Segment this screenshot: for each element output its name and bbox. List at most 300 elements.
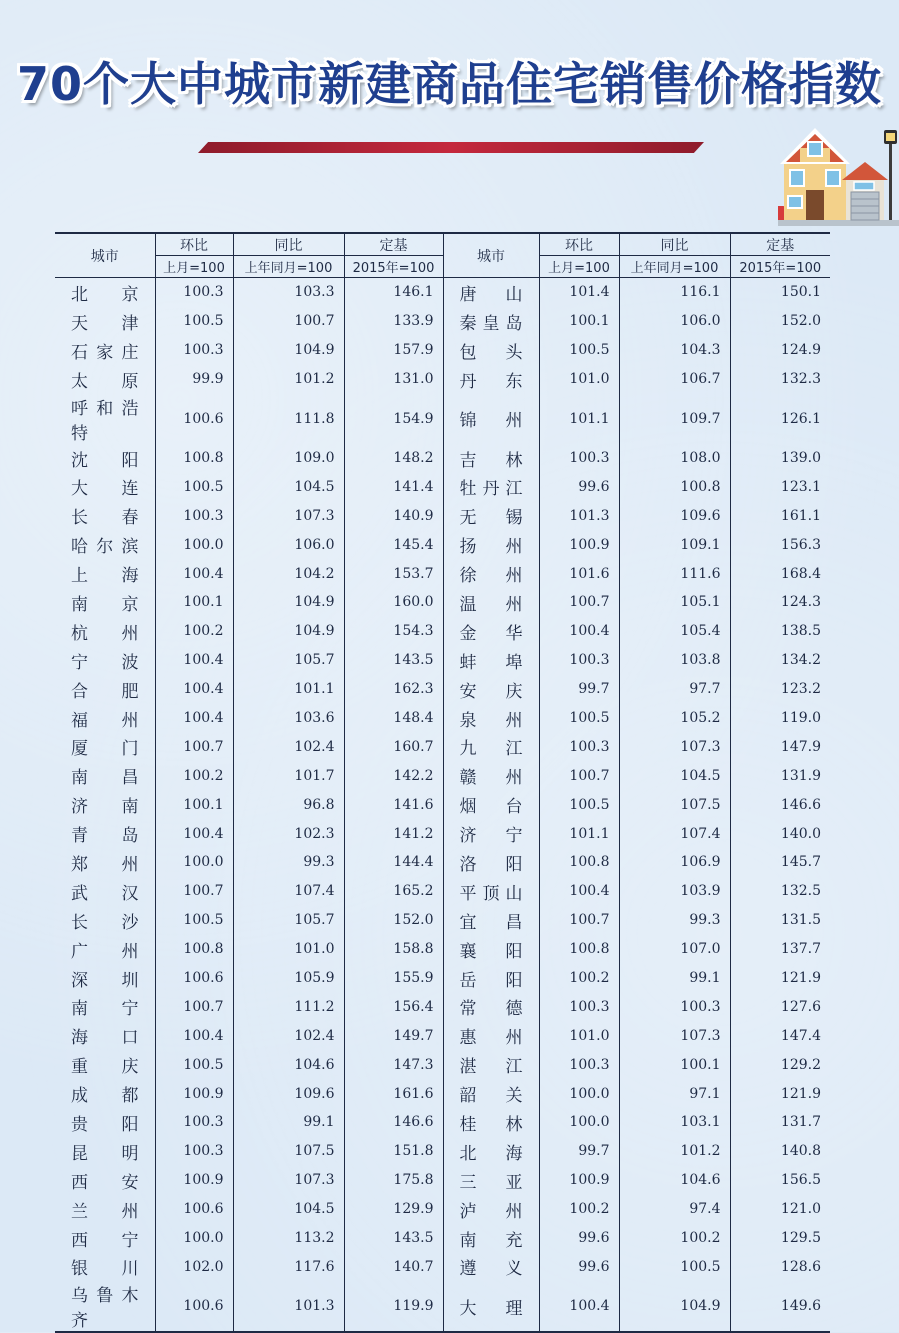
right-city-cell: 唐山 <box>443 278 539 307</box>
left-base-cell: 129.9 <box>344 1195 443 1224</box>
table-row <box>55 1281 830 1332</box>
right-base-cell: 152.0 <box>730 307 830 336</box>
right-mom-cell: 100.4 <box>539 1281 619 1332</box>
left-city-cell: 大连 <box>71 479 139 500</box>
right-yoy-cell: 105.1 <box>619 588 730 617</box>
left-base-cell: 160.7 <box>344 732 443 761</box>
right-yoy-cell: 107.3 <box>619 1021 730 1050</box>
table-row <box>55 307 830 336</box>
table-body <box>55 278 830 1333</box>
right-base-cell: 146.6 <box>730 790 830 819</box>
right-yoy-cell: 103.9 <box>619 877 730 906</box>
right-mom-cell: 100.4 <box>539 877 619 906</box>
right-base-cell: 161.1 <box>730 501 830 530</box>
subheader-yoy-2: 上年同月=100 <box>619 256 730 278</box>
left-city-cell: 合肥 <box>71 681 139 702</box>
right-base-cell: 124.9 <box>730 336 830 365</box>
left-city-cell: 福州 <box>71 710 139 731</box>
left-mom-cell: 100.3 <box>155 1137 233 1166</box>
table-row <box>55 1021 830 1050</box>
header-yoy-2: 同比 <box>619 233 730 256</box>
right-base-cell: 123.1 <box>730 472 830 501</box>
table-row <box>55 935 830 964</box>
left-mom-cell: 100.4 <box>155 1021 233 1050</box>
right-base-cell: 129.5 <box>730 1224 830 1253</box>
left-base-cell: 156.4 <box>344 992 443 1021</box>
right-mom-cell: 101.0 <box>539 1021 619 1050</box>
left-mom-cell: 100.5 <box>155 472 233 501</box>
right-mom-cell: 100.9 <box>539 1166 619 1195</box>
right-yoy-cell: 100.8 <box>619 472 730 501</box>
table-row <box>55 1195 830 1224</box>
right-mom-cell: 100.7 <box>539 588 619 617</box>
subheader-base: 2015年=100 <box>344 256 443 278</box>
right-mom-cell: 100.3 <box>539 732 619 761</box>
table-row <box>55 790 830 819</box>
right-yoy-cell: 108.0 <box>619 444 730 473</box>
left-mom-cell: 100.4 <box>155 819 233 848</box>
right-yoy-cell: 100.1 <box>619 1050 730 1079</box>
right-city-cell: 岳阳 <box>443 964 539 993</box>
subheader-mom: 上月=100 <box>155 256 233 278</box>
right-base-cell: 156.5 <box>730 1166 830 1195</box>
table-row <box>55 819 830 848</box>
left-yoy-cell: 104.5 <box>233 472 344 501</box>
right-city-cell: 吉林 <box>443 444 539 473</box>
right-base-cell: 127.6 <box>730 992 830 1021</box>
right-mom-cell: 100.4 <box>539 617 619 646</box>
left-mom-cell: 100.3 <box>155 501 233 530</box>
left-city-cell: 海口 <box>71 1028 139 1049</box>
right-base-cell: 145.7 <box>730 848 830 877</box>
table-row <box>55 588 830 617</box>
table-row <box>55 472 830 501</box>
right-yoy-cell: 105.4 <box>619 617 730 646</box>
left-yoy-cell: 106.0 <box>233 530 344 559</box>
left-base-cell: 152.0 <box>344 906 443 935</box>
right-mom-cell: 100.1 <box>539 307 619 336</box>
right-city-cell: 徐州 <box>443 559 539 588</box>
right-city-cell: 蚌埠 <box>443 646 539 675</box>
left-base-cell: 165.2 <box>344 877 443 906</box>
table-row <box>55 906 830 935</box>
right-city-cell: 包头 <box>443 336 539 365</box>
left-city-cell: 广州 <box>71 941 139 962</box>
table-row <box>55 1137 830 1166</box>
left-mom-cell: 100.2 <box>155 761 233 790</box>
right-base-cell: 123.2 <box>730 675 830 704</box>
right-yoy-cell: 100.2 <box>619 1224 730 1253</box>
left-base-cell: 162.3 <box>344 675 443 704</box>
left-mom-cell: 100.7 <box>155 992 233 1021</box>
left-mom-cell: 100.3 <box>155 278 233 307</box>
right-yoy-cell: 103.1 <box>619 1108 730 1137</box>
right-mom-cell: 101.6 <box>539 559 619 588</box>
left-yoy-cell: 100.7 <box>233 307 344 336</box>
right-base-cell: 126.1 <box>730 394 830 444</box>
subheader-base-2: 2015年=100 <box>730 256 830 278</box>
right-mom-cell: 100.9 <box>539 530 619 559</box>
right-city-cell: 洛阳 <box>443 848 539 877</box>
right-base-cell: 124.3 <box>730 588 830 617</box>
right-yoy-cell: 106.7 <box>619 365 730 394</box>
left-yoy-cell: 109.6 <box>233 1079 344 1108</box>
right-base-cell: 156.3 <box>730 530 830 559</box>
left-mom-cell: 100.9 <box>155 1079 233 1108</box>
left-city-cell: 昆明 <box>71 1143 139 1164</box>
left-mom-cell: 100.8 <box>155 935 233 964</box>
right-yoy-cell: 104.3 <box>619 336 730 365</box>
right-mom-cell: 100.5 <box>539 790 619 819</box>
left-base-cell: 160.0 <box>344 588 443 617</box>
left-yoy-cell: 101.2 <box>233 365 344 394</box>
table-row <box>55 617 830 646</box>
left-base-cell: 149.7 <box>344 1021 443 1050</box>
right-mom-cell: 100.0 <box>539 1108 619 1137</box>
right-base-cell: 132.5 <box>730 877 830 906</box>
left-mom-cell: 100.9 <box>155 1166 233 1195</box>
left-base-cell: 161.6 <box>344 1079 443 1108</box>
left-yoy-cell: 104.9 <box>233 588 344 617</box>
right-city-cell: 湛江 <box>443 1050 539 1079</box>
left-yoy-cell: 101.0 <box>233 935 344 964</box>
left-mom-cell: 100.4 <box>155 559 233 588</box>
left-city-cell: 南宁 <box>71 999 139 1020</box>
right-mom-cell: 101.3 <box>539 501 619 530</box>
right-mom-cell: 99.6 <box>539 472 619 501</box>
left-mom-cell: 100.3 <box>155 336 233 365</box>
right-base-cell: 149.6 <box>730 1281 830 1332</box>
left-yoy-cell: 105.7 <box>233 646 344 675</box>
left-city-cell: 深圳 <box>71 970 139 991</box>
right-mom-cell: 100.5 <box>539 336 619 365</box>
right-yoy-cell: 97.7 <box>619 675 730 704</box>
table-row <box>55 1224 830 1253</box>
left-city-cell: 重庆 <box>71 1057 139 1078</box>
table-row <box>55 732 830 761</box>
right-base-cell: 140.0 <box>730 819 830 848</box>
left-city-cell: 郑州 <box>71 854 139 875</box>
left-yoy-cell: 105.9 <box>233 964 344 993</box>
right-mom-cell: 101.0 <box>539 365 619 394</box>
right-yoy-cell: 100.3 <box>619 992 730 1021</box>
right-base-cell: 131.7 <box>730 1108 830 1137</box>
left-city-cell: 兰州 <box>71 1201 139 1222</box>
right-yoy-cell: 104.9 <box>619 1281 730 1332</box>
left-mom-cell: 102.0 <box>155 1253 233 1282</box>
table-row <box>55 559 830 588</box>
left-mom-cell: 100.2 <box>155 617 233 646</box>
left-city-cell: 长春 <box>71 508 139 529</box>
left-base-cell: 151.8 <box>344 1137 443 1166</box>
table-row <box>55 761 830 790</box>
left-base-cell: 140.7 <box>344 1253 443 1282</box>
left-base-cell: 141.2 <box>344 819 443 848</box>
right-city-cell: 扬州 <box>443 530 539 559</box>
right-city-cell: 惠州 <box>443 1021 539 1050</box>
right-base-cell: 138.5 <box>730 617 830 646</box>
right-mom-cell: 100.3 <box>539 1050 619 1079</box>
table-header-row <box>55 233 830 256</box>
left-mom-cell: 100.6 <box>155 1195 233 1224</box>
right-city-cell: 无锡 <box>443 501 539 530</box>
left-mom-cell: 100.4 <box>155 704 233 733</box>
left-yoy-cell: 117.6 <box>233 1253 344 1282</box>
right-mom-cell: 100.2 <box>539 964 619 993</box>
left-mom-cell: 100.1 <box>155 790 233 819</box>
right-base-cell: 121.0 <box>730 1195 830 1224</box>
right-city-cell: 常德 <box>443 992 539 1021</box>
right-base-cell: 132.3 <box>730 365 830 394</box>
left-base-cell: 146.6 <box>344 1108 443 1137</box>
left-base-cell: 157.9 <box>344 336 443 365</box>
left-yoy-cell: 104.9 <box>233 336 344 365</box>
right-city-cell: 牡丹江 <box>443 472 539 501</box>
table-row <box>55 704 830 733</box>
left-city-cell: 银川 <box>71 1259 139 1280</box>
right-base-cell: 121.9 <box>730 1079 830 1108</box>
right-mom-cell: 100.7 <box>539 906 619 935</box>
left-yoy-cell: 102.4 <box>233 732 344 761</box>
price-index-table <box>55 232 830 1333</box>
left-city-cell: 西宁 <box>71 1230 139 1251</box>
left-yoy-cell: 109.0 <box>233 444 344 473</box>
right-city-cell: 九江 <box>443 732 539 761</box>
right-mom-cell: 99.6 <box>539 1224 619 1253</box>
left-yoy-cell: 104.5 <box>233 1195 344 1224</box>
left-mom-cell: 100.7 <box>155 732 233 761</box>
right-city-cell: 秦皇岛 <box>443 307 539 336</box>
left-yoy-cell: 99.3 <box>233 848 344 877</box>
left-city-cell: 杭州 <box>71 623 139 644</box>
left-mom-cell: 99.9 <box>155 365 233 394</box>
left-city-cell: 上海 <box>71 566 139 587</box>
left-base-cell: 154.9 <box>344 394 443 444</box>
right-city-cell: 大理 <box>443 1281 539 1332</box>
left-city-cell: 呼和浩特 <box>71 398 139 444</box>
left-yoy-cell: 101.3 <box>233 1281 344 1332</box>
left-city-cell: 乌鲁木齐 <box>55 1281 155 1332</box>
left-mom-cell: 100.4 <box>155 646 233 675</box>
right-mom-cell: 99.6 <box>539 1253 619 1282</box>
left-base-cell: 142.2 <box>344 761 443 790</box>
right-yoy-cell: 107.0 <box>619 935 730 964</box>
table-row <box>55 1050 830 1079</box>
table-row <box>55 501 830 530</box>
right-yoy-cell: 99.3 <box>619 906 730 935</box>
left-base-cell: 143.5 <box>344 1224 443 1253</box>
right-yoy-cell: 99.1 <box>619 964 730 993</box>
subheader-yoy: 上年同月=100 <box>233 256 344 278</box>
left-mom-cell: 100.0 <box>155 848 233 877</box>
right-yoy-cell: 103.8 <box>619 646 730 675</box>
left-base-cell: 145.4 <box>344 530 443 559</box>
house-illustration-icon <box>778 122 899 226</box>
table-row <box>55 646 830 675</box>
right-base-cell: 150.1 <box>730 278 830 307</box>
right-base-cell: 119.0 <box>730 704 830 733</box>
right-base-cell: 128.6 <box>730 1253 830 1282</box>
left-city-cell: 石家庄 <box>71 342 139 363</box>
right-yoy-cell: 101.2 <box>619 1137 730 1166</box>
right-city-cell: 北海 <box>443 1137 539 1166</box>
right-base-cell: 121.9 <box>730 964 830 993</box>
right-mom-cell: 101.4 <box>539 278 619 307</box>
right-mom-cell: 100.8 <box>539 848 619 877</box>
right-base-cell: 131.9 <box>730 761 830 790</box>
left-mom-cell: 100.7 <box>155 877 233 906</box>
left-yoy-cell: 107.5 <box>233 1137 344 1166</box>
left-base-cell: 141.6 <box>344 790 443 819</box>
header-mom: 环比 <box>155 233 233 256</box>
right-city-cell: 南充 <box>443 1224 539 1253</box>
left-yoy-cell: 101.7 <box>233 761 344 790</box>
left-city-cell: 青岛 <box>71 826 139 847</box>
left-mom-cell: 100.5 <box>155 906 233 935</box>
table-row <box>55 394 830 444</box>
right-city-cell: 遵义 <box>443 1253 539 1282</box>
left-yoy-cell: 107.4 <box>233 877 344 906</box>
right-city-cell: 宜昌 <box>443 906 539 935</box>
right-base-cell: 137.7 <box>730 935 830 964</box>
table-row <box>55 444 830 473</box>
right-yoy-cell: 97.1 <box>619 1079 730 1108</box>
header-base: 定基 <box>344 233 443 256</box>
left-mom-cell: 100.8 <box>155 444 233 473</box>
left-mom-cell: 100.6 <box>155 964 233 993</box>
left-city-cell: 北京 <box>71 284 139 305</box>
right-mom-cell: 99.7 <box>539 1137 619 1166</box>
right-city-cell: 济宁 <box>443 819 539 848</box>
right-mom-cell: 100.3 <box>539 444 619 473</box>
left-yoy-cell: 104.9 <box>233 617 344 646</box>
right-city-cell: 泸州 <box>443 1195 539 1224</box>
left-base-cell: 175.8 <box>344 1166 443 1195</box>
left-base-cell: 146.1 <box>344 278 443 307</box>
left-base-cell: 147.3 <box>344 1050 443 1079</box>
right-yoy-cell: 104.6 <box>619 1166 730 1195</box>
right-yoy-cell: 109.1 <box>619 530 730 559</box>
right-yoy-cell: 111.6 <box>619 559 730 588</box>
table-row <box>55 1079 830 1108</box>
left-mom-cell: 100.0 <box>155 530 233 559</box>
left-yoy-cell: 111.2 <box>233 992 344 1021</box>
table-row <box>55 365 830 394</box>
left-base-cell: 144.4 <box>344 848 443 877</box>
right-city-cell: 温州 <box>443 588 539 617</box>
right-city-cell: 锦州 <box>443 394 539 444</box>
right-base-cell: 147.9 <box>730 732 830 761</box>
left-city-cell: 南昌 <box>71 768 139 789</box>
left-mom-cell: 100.3 <box>155 1108 233 1137</box>
table-row <box>55 675 830 704</box>
right-yoy-cell: 107.4 <box>619 819 730 848</box>
left-yoy-cell: 113.2 <box>233 1224 344 1253</box>
table-row <box>55 278 830 307</box>
left-yoy-cell: 111.8 <box>233 394 344 444</box>
table-row <box>55 992 830 1021</box>
left-base-cell: 158.8 <box>344 935 443 964</box>
left-base-cell: 119.9 <box>344 1281 443 1332</box>
right-base-cell: 131.5 <box>730 906 830 935</box>
table-row <box>55 877 830 906</box>
right-city-cell: 平顶山 <box>443 877 539 906</box>
left-city-cell: 厦门 <box>71 739 139 760</box>
left-mom-cell: 100.1 <box>155 588 233 617</box>
left-mom-cell: 100.5 <box>155 307 233 336</box>
left-yoy-cell: 104.6 <box>233 1050 344 1079</box>
right-yoy-cell: 106.9 <box>619 848 730 877</box>
right-base-cell: 134.2 <box>730 646 830 675</box>
right-city-cell: 赣州 <box>443 761 539 790</box>
left-yoy-cell: 103.6 <box>233 704 344 733</box>
right-city-cell: 金华 <box>443 617 539 646</box>
left-yoy-cell: 103.3 <box>233 278 344 307</box>
left-mom-cell: 100.6 <box>155 1281 233 1332</box>
right-base-cell: 129.2 <box>730 1050 830 1079</box>
right-base-cell: 168.4 <box>730 559 830 588</box>
subheader-mom-2: 上月=100 <box>539 256 619 278</box>
left-yoy-cell: 107.3 <box>233 1166 344 1195</box>
right-yoy-cell: 104.5 <box>619 761 730 790</box>
left-yoy-cell: 102.4 <box>233 1021 344 1050</box>
left-city-cell: 太原 <box>71 371 139 392</box>
right-yoy-cell: 107.3 <box>619 732 730 761</box>
right-yoy-cell: 116.1 <box>619 278 730 307</box>
right-mom-cell: 100.2 <box>539 1195 619 1224</box>
table-row <box>55 1108 830 1137</box>
left-base-cell: 143.5 <box>344 646 443 675</box>
left-city-cell: 济南 <box>71 797 139 818</box>
right-yoy-cell: 97.4 <box>619 1195 730 1224</box>
right-mom-cell: 101.1 <box>539 819 619 848</box>
left-yoy-cell: 107.3 <box>233 501 344 530</box>
left-city-cell: 沈阳 <box>71 450 139 471</box>
right-mom-cell: 100.0 <box>539 1079 619 1108</box>
left-mom-cell: 100.5 <box>155 1050 233 1079</box>
right-mom-cell: 99.7 <box>539 675 619 704</box>
right-base-cell: 147.4 <box>730 1021 830 1050</box>
right-city-cell: 丹东 <box>443 365 539 394</box>
left-yoy-cell: 104.2 <box>233 559 344 588</box>
left-mom-cell: 100.4 <box>155 675 233 704</box>
left-base-cell: 131.0 <box>344 365 443 394</box>
left-mom-cell: 100.0 <box>155 1224 233 1253</box>
header-yoy: 同比 <box>233 233 344 256</box>
right-yoy-cell: 107.5 <box>619 790 730 819</box>
right-mom-cell: 100.7 <box>539 761 619 790</box>
right-city-cell: 安庆 <box>443 675 539 704</box>
right-city-cell: 襄阳 <box>443 935 539 964</box>
right-yoy-cell: 100.5 <box>619 1253 730 1282</box>
left-city-cell: 宁波 <box>71 652 139 673</box>
right-city-cell: 三亚 <box>443 1166 539 1195</box>
right-city-cell: 桂林 <box>443 1108 539 1137</box>
right-yoy-cell: 109.6 <box>619 501 730 530</box>
left-city-cell: 长沙 <box>71 912 139 933</box>
right-mom-cell: 100.3 <box>539 992 619 1021</box>
left-base-cell: 154.3 <box>344 617 443 646</box>
left-city-cell: 贵阳 <box>71 1114 139 1135</box>
right-mom-cell: 100.8 <box>539 935 619 964</box>
right-mom-cell: 100.5 <box>539 704 619 733</box>
left-mom-cell: 100.6 <box>155 394 233 444</box>
header-city: 城市 <box>55 233 155 278</box>
table-row <box>55 964 830 993</box>
right-city-cell: 泉州 <box>443 704 539 733</box>
left-yoy-cell: 101.1 <box>233 675 344 704</box>
right-yoy-cell: 109.7 <box>619 394 730 444</box>
